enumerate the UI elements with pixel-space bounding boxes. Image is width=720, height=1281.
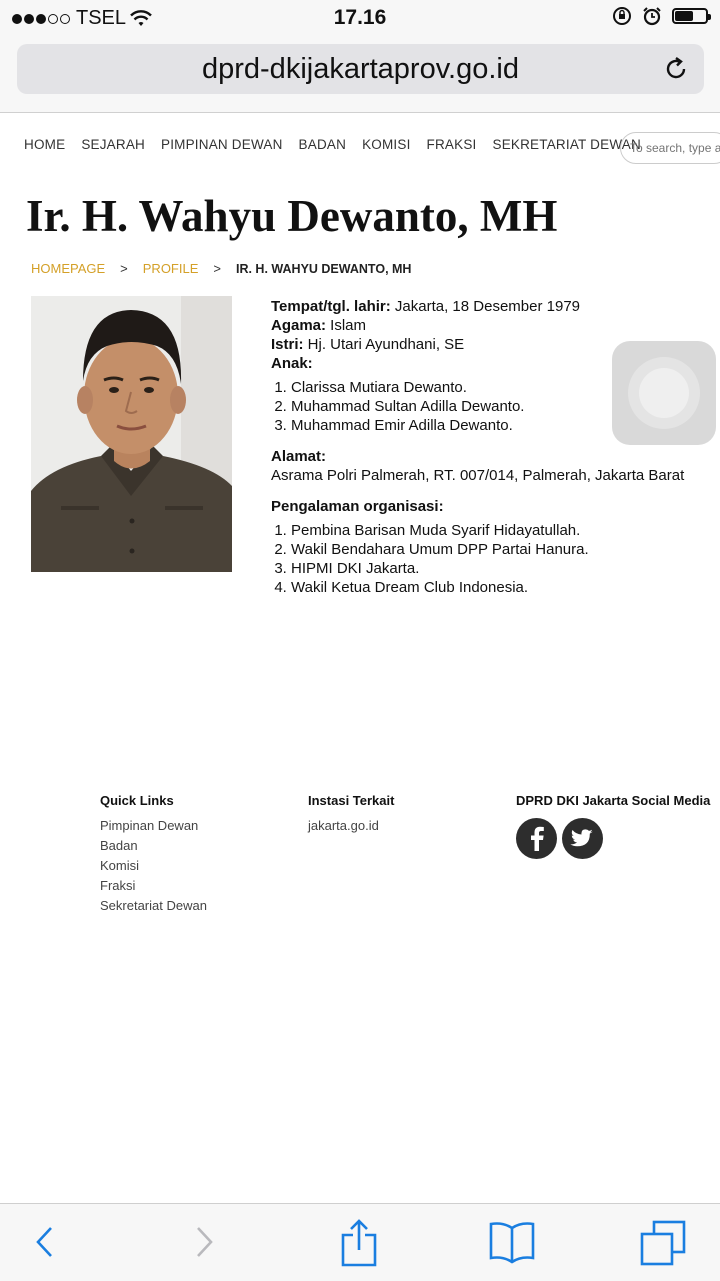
footer-link-jakarta[interactable]: jakarta.go.id [308,818,379,833]
bookmarks-icon[interactable] [488,1218,536,1266]
nav-komisi[interactable]: KOMISI [362,137,411,152]
nav-badan[interactable]: BADAN [298,137,347,152]
footer-link-pimpinan-dewan[interactable]: Pimpinan Dewan [100,818,199,833]
wife-label: Istri: [271,336,304,353]
address-bar[interactable] [17,44,704,94]
assistive-touch-button[interactable] [612,341,716,445]
share-icon[interactable] [339,1218,379,1268]
browser-toolbar [0,1203,720,1281]
breadcrumb [31,261,411,276]
tabs-icon[interactable] [638,1218,688,1268]
breadcrumb-separator: > [213,261,221,276]
religion-label: Agama: [271,317,327,334]
page-title: Ir. H. Wahyu Dewanto, MH [26,191,558,241]
forward-icon[interactable] [192,1218,216,1266]
list-item: 1. Clarissa Mutiara Dewanto. [291,378,711,397]
footer-link-badan[interactable]: Badan [100,838,138,853]
list-item: 3. Muhammad Emir Adilla Dewanto. [291,416,711,435]
religion-row [271,316,711,335]
footer-link-komisi[interactable]: Komisi [100,858,140,873]
back-icon[interactable] [33,1218,57,1266]
footer-link-fraksi[interactable]: Fraksi [100,878,136,893]
nav-sekretariat-dewan[interactable]: SEKRETARIAT DEWAN [492,137,641,152]
address-label: Alamat: [271,448,327,465]
religion-value: Islam [326,317,367,334]
carrier-name: TSEL [76,7,127,29]
breadcrumb-profile[interactable]: PROFILE [142,261,199,276]
wife-value: Hj. Utari Ayundhani, SE [303,336,465,353]
children-label: Anak: [271,355,313,372]
browser-address-area [0,36,720,113]
breadcrumb-current: IR. H. WAHYU DEWANTO, MH [235,261,412,276]
search-input[interactable] [630,141,720,155]
battery-icon [672,8,708,24]
twitter-icon[interactable] [562,818,603,859]
breadcrumb-homepage[interactable]: HOMEPAGE [31,261,106,276]
status-bar [0,0,720,36]
breadcrumb-separator: > [120,261,128,276]
footer-link-sekretariat-dewan[interactable]: Sekretariat Dewan [100,898,207,913]
status-time: 17.16 [333,6,387,29]
nav-sejarah[interactable]: SEJARAH [81,137,145,152]
footer-quick-links [100,793,207,918]
footer-related [308,793,394,838]
orientation-lock-icon [612,6,632,26]
site-navigation [24,137,657,152]
birth-label: Tempat/tgl. lahir: [271,298,391,315]
facebook-icon[interactable] [516,818,557,859]
related-title: Instasi Terkait [308,793,395,808]
list-item: 1. Pembina Barisan Muda Syarif Hidayatullah. [291,521,711,540]
profile-photo [31,296,232,572]
nav-fraksi[interactable]: FRAKSI [426,137,477,152]
organization-label: Pengalaman organisasi: [271,498,444,515]
list-item: 3. HIPMI DKI Jakarta. [291,559,711,578]
organization-list [271,521,711,597]
reload-icon[interactable] [662,55,690,83]
list-item: 2. Muhammad Sultan Adilla Dewanto. [291,397,711,416]
nav-pimpinan-dewan[interactable]: PIMPINAN DEWAN [160,137,283,152]
address-value: Asrama Polri Palmerah, RT. 007/014, Palmerah, Jakarta Barat [271,467,685,484]
birth-value: Jakarta, 18 Desember 1979 [390,298,581,315]
social-title: DPRD DKI Jakarta Social Media [516,793,711,808]
nav-home[interactable]: HOME [24,137,66,152]
alarm-icon [642,6,662,26]
quick-links-title: Quick Links [100,793,174,808]
search-box[interactable] [620,132,720,164]
birth-row [271,297,711,316]
footer-social [516,793,710,859]
list-item: 4. Wakil Ketua Dream Club Indonesia. [291,578,711,597]
url-text[interactable]: dprd-dkijakartaprov.go.id [201,53,520,85]
list-item: 2. Wakil Bendahara Umum DPP Partai Hanura. [291,540,711,559]
